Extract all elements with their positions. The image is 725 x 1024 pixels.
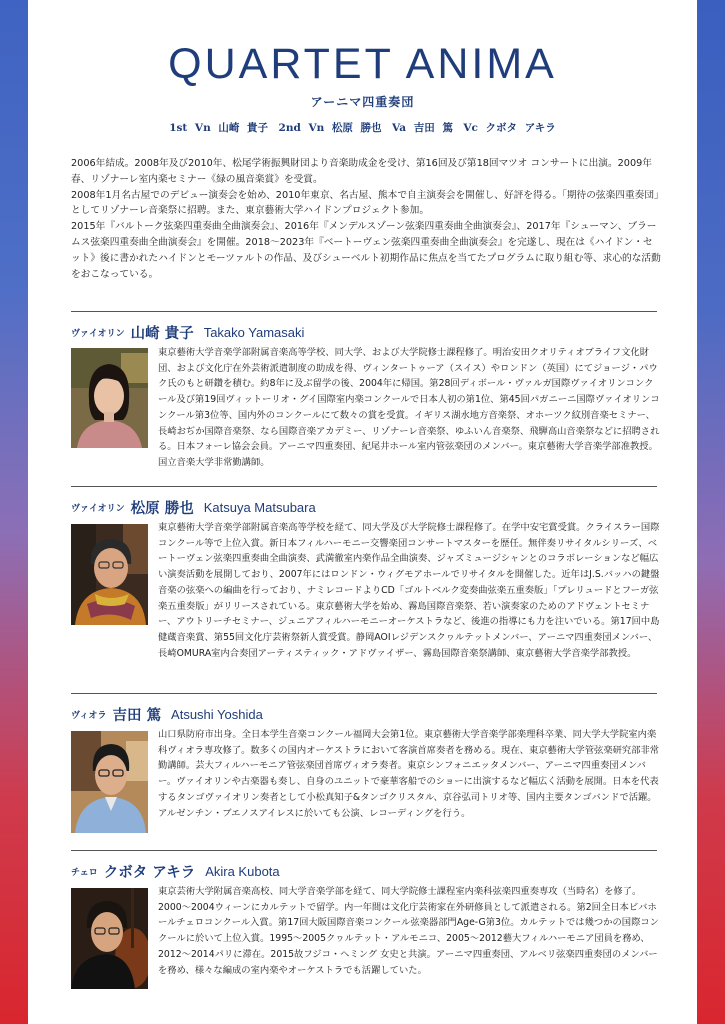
- page-title: QUARTET ANIMA: [168, 40, 557, 88]
- section-divider: [71, 311, 657, 312]
- intro-text: [71, 156, 661, 282]
- bio-name-jp: 山崎 貴子: [130, 325, 194, 342]
- portrait-photo: [71, 524, 148, 625]
- section-divider: [71, 850, 657, 851]
- member-lineup: 1st Vn 山崎 貴子 2nd Vn 松原 勝也 Va 吉田 篤 Vc クボタ アキラ: [169, 122, 556, 134]
- intro-paragraph: 2015年『バルトーク弦楽四重奏曲全曲演奏会』、2016年『メンデルスゾーン弦楽四重奏曲全曲演奏会』、2017年『シューマン、ブラームス弦楽四重奏曲全曲演奏会』を開催。2018～2023年『ベートーヴェン弦楽四重奏曲全曲演奏会』を完遂し、現在は《ハイドン・セット》後に書かれたハイドンとモーツァルトの作品、及びシューベルト初期作品に焦点を当てたプログラムに取り組む等、求心的な活動をおこなっている。: [71, 221, 661, 280]
- bio-text: 東京藝術大学音楽学部附属音楽高等学校、同大学、および大学院修士課程修了。明治安田クオリティオブライフ文化財団、および文化庁在外芸術派遣制度の助成を得、ヴィンタートゥーア（スイス）やロンドン（英国）にてジョージ・パウク氏のもと研鑽を積む。約8年に及ぶ留学の後、2004年に帰国。第28回ディボール・ヴァルガ国際ヴァイオリンコンクール及び第19回ヴィットーリオ・グイ国際室内楽コンクールで日本人初の第1位、第45回パガニーニ国際ヴァイオリンコンクール第3位等、国内外のコンクールにて数々の賞を受賞。イギリス湖水地方音楽祭、オホーツク紋別音楽セミナー、長崎おぢか国際音楽祭、なら国際音楽アカデミー、リゾナーレ音楽祭、ゆふいん音楽祭、飛騨高山音楽祭などに招聘される。日本フォーレ協会会員。アーニマ四重奏団、紀尾井ホール室内管弦楽団のメンバー。東京藝術大学音楽学部准教授。国立音楽大学非常勤講師。: [158, 347, 660, 468]
- section-divider: [71, 486, 657, 487]
- right-color-border: [697, 0, 725, 1024]
- intro-paragraph: 2006年結成。2008年及び2010年、松尾学術振興財団より音楽助成金を受け、第16回及び第18回マツオ コンサートに出演。2009年春、リゾナーレ室内楽セミナー《緑の風音楽賞》を受賞。: [71, 158, 652, 185]
- portrait-photo: [71, 888, 148, 989]
- bio-text: 山口県防府市出身。全日本学生音楽コンクール福岡大会第1位。東京藝術大学音楽学部楽理科卒業、同大学大学院室内楽科ヴィオラ専攻修了。数多くの国内オーケストラにおいて客演首席奏者を務める。現在、東京藝術大学管弦楽研究部非常勤講師。芸大フィルハーモニア管弦楽団首席ヴィオラ奏者。東京シンフォニエッタメンバー、アーニマ四重奏団メンバー。ヴァイオリンや古楽器も奏し、自身のユニットで豪華客船でのショーに出演するなど幅広く活動を展開。日本を代表するタンゴヴァイオリン奏者として小松真知子&タンゴクリスタル、京谷弘司トリオ等、国内主要タンゴバンドで活躍。アルゼンチン・ブエノスアイレスに於いても公演、レコーディングを行う。: [158, 729, 660, 819]
- portrait-photo: [71, 731, 148, 833]
- page-subtitle: アーニマ四重奏団: [310, 95, 415, 109]
- bio-name-en: Katsuya Matsubara: [203, 500, 316, 515]
- bio-name-en: Takako Yamasaki: [203, 325, 305, 340]
- bio-role: ヴァイオリン: [71, 504, 125, 514]
- bio-name-jp: クボタ アキラ: [103, 864, 196, 881]
- bio-name-en: Atsushi Yoshida: [171, 707, 263, 722]
- bio-name-jp: 松原 勝也: [130, 500, 194, 517]
- bio-name-jp: 吉田 篤: [112, 707, 162, 724]
- section-divider: [71, 693, 657, 694]
- left-color-border: [0, 0, 28, 1024]
- bio-text: 東京藝術大学音楽学部附属音楽高等学校を経て、同大学及び大学院修士課程修了。在学中安宅賞受賞。クライスラー国際コンクール等で上位入賞。新日本フィルハーモニー交響楽団コンサートマスターを歴任。無伴奏リサイタルシリーズ、ベートーヴェン弦楽四重奏曲全曲演奏、武満徹室内楽作品全曲演奏、ジャズミュージシャンとのコラボレーションなど幅広い演奏活動を展開しており、2007年にはロンドン・ウィグモアホールでリサイタルを開催した。近年はJ.S.バッハの鍵盤音楽の弦楽への編曲を行っており、ナミレコードよりCD「ゴルトベルク変奏曲弦楽五重奏版」「プレリュードとフーガ弦楽五重奏版」がリリースされている。東京藝術大学を始め、霧島国際音楽祭、若い演奏家のためのアドヴェントセミナー、アウトリーチセミナー、ジュニアフィルハーモニーオーケストラなど、後進の指導にも力を注いでいる。第17回中島健蔵音楽賞、第55回文化庁芸術祭新人賞受賞。静岡AOIレジデンスクヮルテットメンバー、アーニマ四重奏団メンバー、長崎OMURA室内合奏団アーティスティック・アドヴァイザー、霧島国際音楽祭講師、東京藝術大学音楽学部教授。: [158, 522, 660, 659]
- bio-name-en: Akira Kubota: [205, 864, 280, 879]
- bio-role: ヴァイオリン: [71, 329, 125, 339]
- portrait-photo: [71, 348, 148, 448]
- bio-role: ヴィオラ: [71, 711, 107, 721]
- bio-heading: [71, 704, 263, 724]
- bio-heading: [71, 861, 280, 881]
- bio-heading: [71, 322, 304, 342]
- bio-role: チェロ: [71, 868, 98, 878]
- bio-text: 東京芸術大学附属音楽高校、同大学音楽学部を経て、同大学院修士課程室内楽科弦楽四重奏専攻（当時名）を修了。2000～2004ウィーンにカルテットで留学。内一年間は文化庁芸術家在外研修員として派遣される。第2回全日本ビバホールチェロコンクール入賞。第17回大阪国際音楽コンクール弦楽器部門Age-G第3位。カルテットでは幾つかの国際コンクールに於いて上位入賞。1995～2005クヮルテット・アルモニコ、2005～2012藝大フィルハーモニア団員を務め、2012～2014パリに滞在。2015故フジコ・ヘミング 女史と共演。アーニマ四重奏団、アルベリ弦楽四重奏団のメンバーを務め、様々な編成の室内楽やオーケストラでも活躍していた。: [158, 886, 659, 976]
- intro-paragraph: 2008年1月名古屋でのデビュー演奏会を始め、2010年東京、名古屋、熊本で自主演奏会を開催し、好評を得る。「期待の弦楽四重奏団」としてリゾナーレ音楽祭に招聘。また、東京藝術大学ハイドンプロジェクト参加。: [71, 189, 659, 217]
- bio-heading: [71, 497, 316, 517]
